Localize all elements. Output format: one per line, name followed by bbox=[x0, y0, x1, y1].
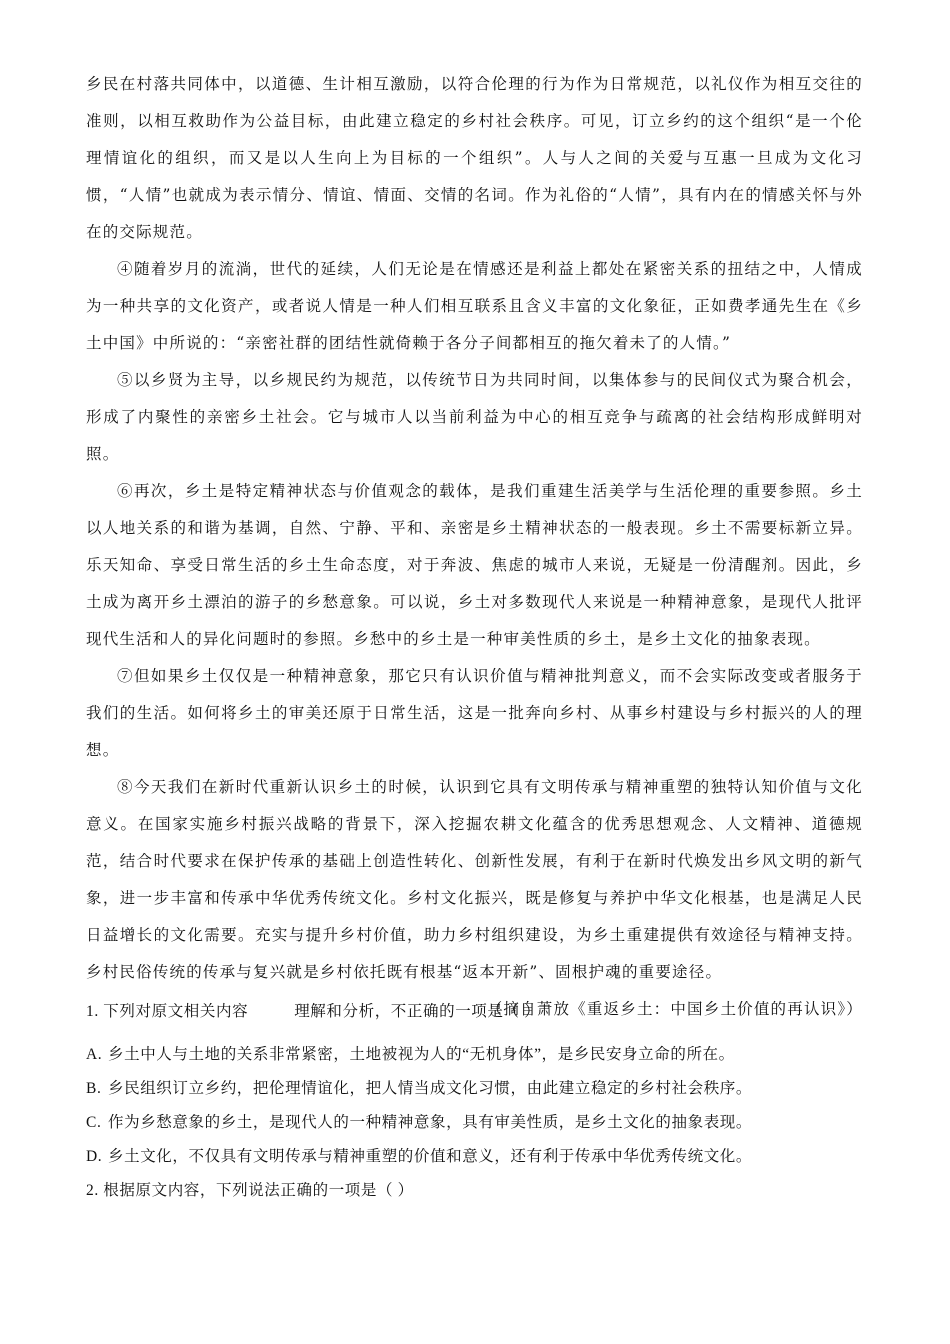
question-1-stem-part-a: 1. 下列对原文相关内容 bbox=[86, 1003, 249, 1020]
option-letter: C. bbox=[86, 1114, 102, 1131]
option-text: 乡民组织订立乡约，把伦理情谊化，把人情当成文化习惯，由此建立稳定的乡村社会秩序。 bbox=[108, 1080, 753, 1097]
option-letter: D. bbox=[86, 1148, 103, 1165]
option-text: 乡土中人与土地的关系非常紧密，土地被视为人的“无机身体”，是乡民安身立命的所在。 bbox=[108, 1046, 735, 1063]
passage-source: （摘自萧放《重返乡土：中国乡土价值的再认识》） bbox=[486, 1000, 863, 1018]
question-1-stem-part-b: 理解和分析，不正确的一项是（ ） bbox=[294, 1003, 541, 1020]
passage-paragraph-7: ⑦但如果乡土仅仅是一种精神意象，那它只有认识价值与精神批判意义，而不会实际改变或者服务于我们的生活。如何将乡土的审美还原于日常生活，这是一批奔向乡村、从事乡村建设与乡村振兴的人的理想。 bbox=[86, 667, 863, 759]
reading-passage bbox=[86, 66, 863, 1028]
question-1-stem bbox=[86, 994, 863, 1030]
passage-paragraph-4: ④随着岁月的流淌，世代的延续，人们无论是在情感还是利益上都处在紧密关系的扭结之中，人情成为一种共享的文化资产，或者说人情是一种人们相互联系且含义丰富的文化象征，正如费孝通先生在《乡土中国》中所说的：“亲密社群的团结性就倚赖于各分子间都相互的拖欠着未了的人情。” bbox=[86, 260, 863, 352]
option-letter: B. bbox=[86, 1080, 102, 1097]
question-1-option-b[interactable] bbox=[86, 1072, 863, 1106]
question-1-option-c[interactable] bbox=[86, 1106, 863, 1140]
option-letter: A. bbox=[86, 1046, 103, 1063]
passage-paragraph-5: ⑤以乡贤为主导，以乡规民约为规范，以传统节日为共同时间，以集体参与的民间仪式为聚合机会，形成了内聚性的亲密乡土社会。它与城市人以当前利益为中心的相互竞争与疏离的社会结构形成鲜明对照。 bbox=[86, 371, 863, 463]
question-2-stem: 2. 根据原文内容，下列说法正确的一项是（ ） bbox=[86, 1182, 414, 1199]
passage-paragraph-continued: 乡民在村落共同体中，以道德、生计相互激励，以符合伦理的行为作为日常规范，以礼仪作为相互交往的准则，以相互救助作为公益目标，由此建立稳定的乡村社会秩序。可见，订立乡约的这个组织“是一个伦理情谊化的组织，而又是以人生向上为目标的一个组织”。人与人之间的关爱与互惠一旦成为文化习惯，“人情”也就成为表示情分、情谊、情面、交情的名词。作为礼俗的“人情”，具有内在的情感关怀与外在的交际规范。 bbox=[86, 75, 863, 241]
passage-paragraph-6: ⑥再次，乡土是特定精神状态与价值观念的载体，是我们重建生活美学与生活伦理的重要参照。乡土以人地关系的和谐为基调，自然、宁静、平和、亲密是乡土精神状态的一般表现。乡土不需要标新立异。乐天知命、享受日常生活的乡土生命态度，对于奔波、焦虑的城市人来说，无疑是一份清醒剂。因此，乡土成为离开乡土漂泊的游子的乡愁意象。可以说，乡土对多数现代人来说是一种精神意象，是现代人批评现代生活和人的异化问题时的参照。乡愁中的乡土是一种审美性质的乡土，是乡土文化的抽象表现。 bbox=[86, 482, 863, 648]
question-1-option-d[interactable] bbox=[86, 1140, 863, 1174]
option-text: 乡土文化，不仅具有文明传承与精神重塑的价值和意义，还有利于传承中华优秀传统文化。 bbox=[108, 1148, 753, 1165]
question-section bbox=[86, 994, 863, 1208]
question-1-option-a[interactable] bbox=[86, 1038, 863, 1072]
option-text: 作为乡愁意象的乡土，是现代人的一种精神意象，具有审美性质，是乡土文化的抽象表现。 bbox=[108, 1114, 753, 1131]
passage-paragraph-8: ⑧今天我们在新时代重新认识乡土的时候，认识到它具有文明传承与精神重塑的独特认知价值与文化意义。在国家实施乡村振兴战略的背景下，深入挖掘农耕文化蕴含的优秀思想观念、人文精神、道德规范，结合时代要求在保护传承的基础上创造性转化、创新性发展，有利于在新时代焕发出乡风文明的新气象，进一步丰富和传承中华优秀传统文化。乡村文化振兴，既是修复与养护中华文化根基，也是满足人民日益增长的文化需要。充实与提升乡村价值，助力乡村组织建设，为乡土重建提供有效途径与精神支持。乡村民俗传统的传承与复兴就是乡村依托既有根基“返本开新”、固根护魂的重要途径。 bbox=[86, 778, 863, 981]
